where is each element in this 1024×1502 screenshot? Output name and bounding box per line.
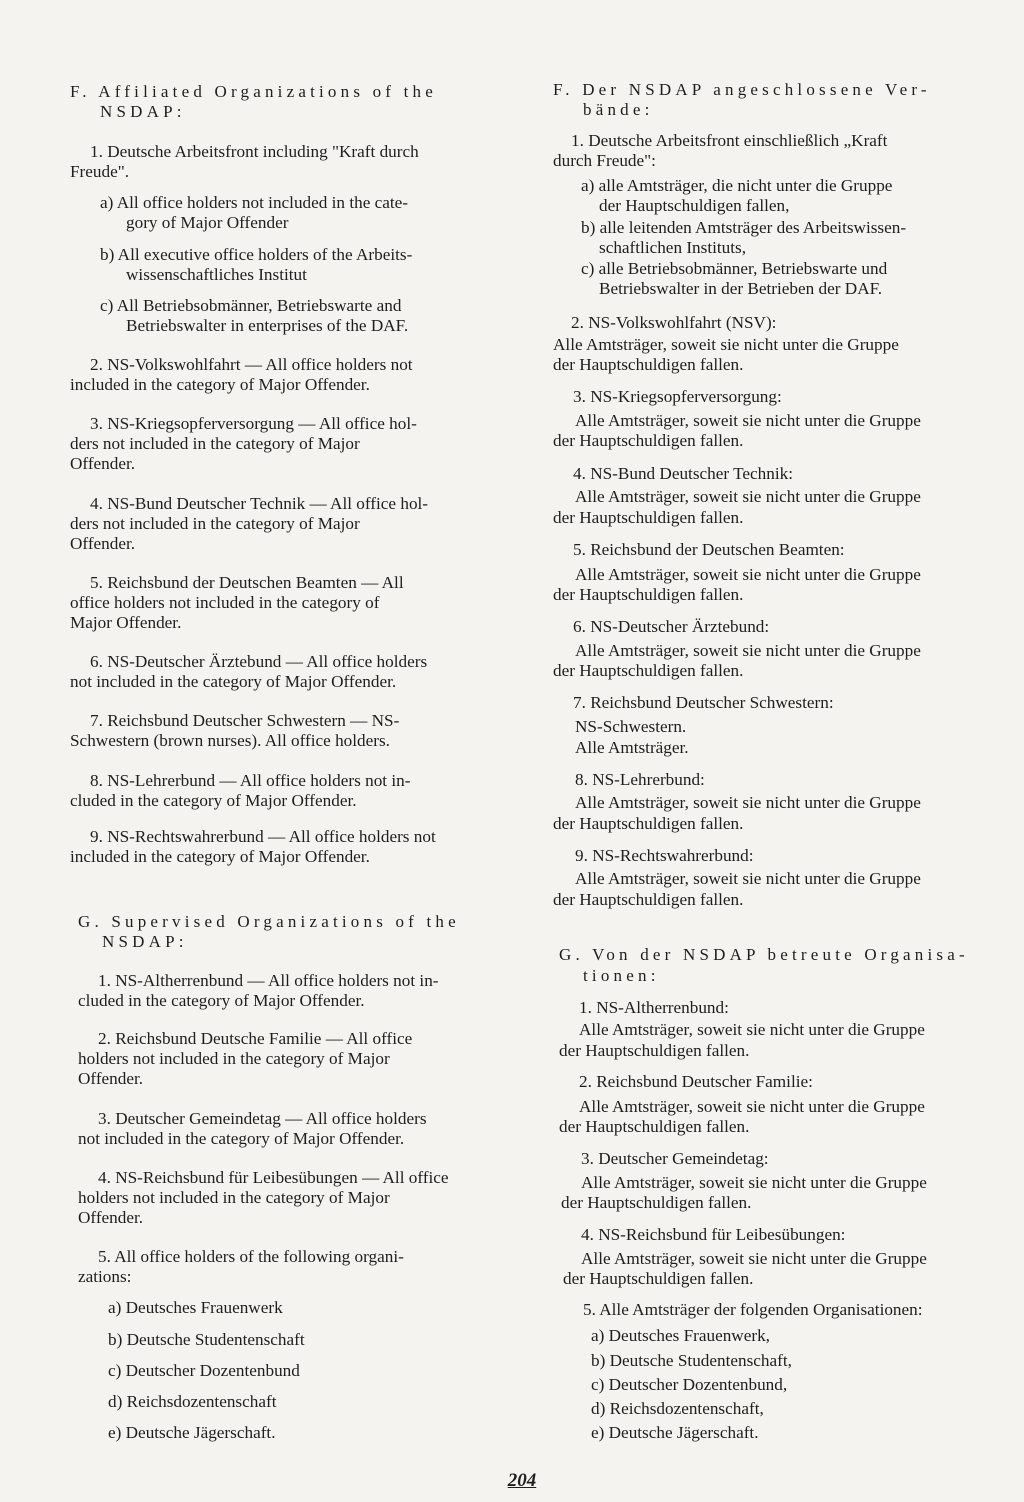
g5-line: zations: xyxy=(78,1267,132,1286)
f2-line: included in the category of Major Offender. xyxy=(70,375,370,394)
f3-text-de: Alle Amtsträger, soweit sie nicht unter die Gruppe xyxy=(575,411,921,430)
section-g-heading-de: G. Von der NSDAP betreute Organisa- xyxy=(559,945,969,964)
g3-heading-de: 3. Deutscher Gemeindetag: xyxy=(581,1149,769,1168)
f1b-line: b) All executive office holders of the Arbeits- xyxy=(100,245,413,264)
section-g-heading-de-cont: tionen: xyxy=(583,966,660,985)
g5a-item-de: a) Deutsches Frauenwerk, xyxy=(591,1326,770,1345)
f1-line-de: durch Freude": xyxy=(553,151,656,170)
f4-heading-de: 4. NS-Bund Deutscher Technik: xyxy=(573,464,793,483)
f2-text-de: der Hauptschuldigen fallen. xyxy=(553,355,744,374)
f7-line: Schwestern (brown nurses). All office holders. xyxy=(70,731,390,750)
f1b-line-de: schaftlichen Instituts, xyxy=(599,238,747,257)
f9-heading-de: 9. NS-Rechtswahrerbund: xyxy=(575,846,754,865)
f9-text-de: der Hauptschuldigen fallen. xyxy=(553,890,744,909)
f5-line: 5. Reichsbund der Deutschen Beamten — All xyxy=(90,573,404,592)
g2-heading-de: 2. Reichsbund Deutscher Familie: xyxy=(579,1072,813,1091)
g5c-item-de: c) Deutscher Dozentenbund, xyxy=(591,1375,788,1394)
f8-text-de: der Hauptschuldigen fallen. xyxy=(553,814,744,833)
f1-line-de: 1. Deutsche Arbeitsfront einschließlich „Kraft xyxy=(571,131,888,150)
f8-heading-de: 8. NS-Lehrerbund: xyxy=(575,770,705,789)
g2-text-de: der Hauptschuldigen fallen. xyxy=(559,1117,750,1136)
f5-line: office holders not included in the category of xyxy=(70,593,380,612)
f1b-line-de: b) alle leitenden Amtsträger des Arbeitswissen- xyxy=(581,218,907,237)
g3-line: not included in the category of Major Offender. xyxy=(78,1129,405,1148)
f4-text-de: Alle Amtsträger, soweit sie nicht unter die Gruppe xyxy=(575,487,921,506)
g1-line: cluded in the category of Major Offender. xyxy=(78,991,365,1010)
f1c-line: Betriebswalter in enterprises of the DAF. xyxy=(126,316,409,335)
g5e-item-de: e) Deutsche Jägerschaft. xyxy=(591,1423,759,1442)
f1c-line-de: c) alle Betriebsobmänner, Betriebswarte und xyxy=(581,259,888,278)
g3-text-de: der Hauptschuldigen fallen. xyxy=(561,1193,752,1212)
g2-line: Offender. xyxy=(78,1069,144,1088)
f1a-line-de: a) alle Amtsträger, die nicht unter die Gruppe xyxy=(581,176,893,195)
f7-text-de: Alle Amtsträger. xyxy=(575,738,689,757)
f2-line: 2. NS-Volkswohlfahrt — All office holders not xyxy=(90,355,413,374)
g3-line: 3. Deutscher Gemeindetag — All office holders xyxy=(98,1109,427,1128)
section-f-heading: F. Affiliated Organizations of the xyxy=(70,82,437,101)
f4-line: 4. NS-Bund Deutscher Technik — All office hol- xyxy=(90,494,429,513)
g5d-item: d) Reichsdozentenschaft xyxy=(108,1392,277,1411)
g5a-item: a) Deutsches Frauenwerk xyxy=(108,1298,283,1317)
f3-line: Offender. xyxy=(70,454,136,473)
f1c-line-de: Betriebswalter in der Betrieben der DAF. xyxy=(599,279,883,298)
f3-line: ders not included in the category of Major xyxy=(70,434,360,453)
g4-line: 4. NS-Reichsbund für Leibesübungen — All office xyxy=(98,1168,449,1187)
g5c-item: c) Deutscher Dozentenbund xyxy=(108,1361,300,1380)
section-f-heading-de-cont: bände: xyxy=(583,100,654,119)
f5-text-de: der Hauptschuldigen fallen. xyxy=(553,585,744,604)
f3-heading-de: 3. NS-Kriegsopferversorgung: xyxy=(573,387,782,406)
f1c-line: c) All Betriebsobmänner, Betriebswarte and xyxy=(100,296,402,315)
f8-line: 8. NS-Lehrerbund — All office holders not in- xyxy=(90,771,411,790)
f6-line: 6. NS-Deutscher Ärztebund — All office holders xyxy=(90,652,428,671)
g4-line: Offender. xyxy=(78,1208,144,1227)
g4-text-de: der Hauptschuldigen fallen. xyxy=(563,1269,754,1288)
g5b-item: b) Deutsche Studentenschaft xyxy=(108,1330,305,1349)
g4-line: holders not included in the category of Major xyxy=(78,1188,390,1207)
f9-line: 9. NS-Rechtswahrerbund — All office holders not xyxy=(90,827,436,846)
f4-line: Offender. xyxy=(70,534,136,553)
f6-text-de: Alle Amtsträger, soweit sie nicht unter die Gruppe xyxy=(575,641,921,660)
f1-line: Freude". xyxy=(70,162,130,181)
section-g-heading: G. Supervised Organizations of the xyxy=(78,912,460,931)
g1-line: 1. NS-Altherrenbund — All office holders not in- xyxy=(98,971,439,990)
g4-heading-de: 4. NS-Reichsbund für Leibesübungen: xyxy=(581,1225,846,1244)
f1a-line: gory of Major Offender xyxy=(126,213,289,232)
f1b-line: wissenschaftliches Institut xyxy=(126,265,307,284)
f8-text-de: Alle Amtsträger, soweit sie nicht unter die Gruppe xyxy=(575,793,921,812)
f8-line: cluded in the category of Major Offender. xyxy=(70,791,357,810)
f9-text-de: Alle Amtsträger, soweit sie nicht unter die Gruppe xyxy=(575,869,921,888)
g5b-item-de: b) Deutsche Studentenschaft, xyxy=(591,1351,792,1370)
g1-text-de: der Hauptschuldigen fallen. xyxy=(559,1041,750,1060)
f4-line: ders not included in the category of Major xyxy=(70,514,360,533)
f4-text-de: der Hauptschuldigen fallen. xyxy=(553,508,744,527)
g2-line: holders not included in the category of Major xyxy=(78,1049,390,1068)
f6-line: not included in the category of Major Offender. xyxy=(70,672,397,691)
g5-line: 5. All office holders of the following organi- xyxy=(98,1247,404,1266)
f2-heading-de: 2. NS-Volkswohlfahrt (NSV): xyxy=(571,313,777,332)
f6-heading-de: 6. NS-Deutscher Ärztebund: xyxy=(573,617,770,636)
g5-heading-de: 5. Alle Amtsträger der folgenden Organisationen: xyxy=(583,1300,923,1319)
f6-text-de: der Hauptschuldigen fallen. xyxy=(553,661,744,680)
g1-text-de: Alle Amtsträger, soweit sie nicht unter die Gruppe xyxy=(579,1020,925,1039)
page-number: 204 xyxy=(507,1470,537,1491)
f7-text-de: NS-Schwestern. xyxy=(575,717,687,736)
section-g-heading-cont: NSDAP: xyxy=(102,932,188,951)
g2-text-de: Alle Amtsträger, soweit sie nicht unter die Gruppe xyxy=(579,1097,925,1116)
section-f-heading-de: F. Der NSDAP angeschlossene Ver- xyxy=(553,80,931,99)
f3-line: 3. NS-Kriegsopferversorgung — All office hol- xyxy=(90,414,417,433)
f1a-line: a) All office holders not included in the cate- xyxy=(100,193,408,212)
g5d-item-de: d) Reichsdozentenschaft, xyxy=(591,1399,764,1418)
f3-text-de: der Hauptschuldigen fallen. xyxy=(553,431,744,450)
g3-text-de: Alle Amtsträger, soweit sie nicht unter die Gruppe xyxy=(581,1173,927,1192)
f5-text-de: Alle Amtsträger, soweit sie nicht unter die Gruppe xyxy=(575,565,921,584)
section-f-heading-cont: NSDAP: xyxy=(100,102,186,121)
g4-text-de: Alle Amtsträger, soweit sie nicht unter die Gruppe xyxy=(581,1249,927,1268)
f1a-line-de: der Hauptschuldigen fallen, xyxy=(599,196,790,215)
f7-heading-de: 7. Reichsbund Deutscher Schwestern: xyxy=(573,693,834,712)
f7-line: 7. Reichsbund Deutscher Schwestern — NS- xyxy=(90,711,400,730)
f5-line: Major Offender. xyxy=(70,613,182,632)
g2-line: 2. Reichsbund Deutsche Familie — All office xyxy=(98,1029,413,1048)
g1-heading-de: 1. NS-Altherrenbund: xyxy=(579,998,729,1017)
f5-heading-de: 5. Reichsbund der Deutschen Beamten: xyxy=(573,540,845,559)
f1-line: 1. Deutsche Arbeitsfront including "Kraft durch xyxy=(90,142,419,161)
f2-text-de: Alle Amtsträger, soweit sie nicht unter die Gruppe xyxy=(553,335,899,354)
g5e-item: e) Deutsche Jägerschaft. xyxy=(108,1423,276,1442)
f9-line: included in the category of Major Offender. xyxy=(70,847,370,866)
